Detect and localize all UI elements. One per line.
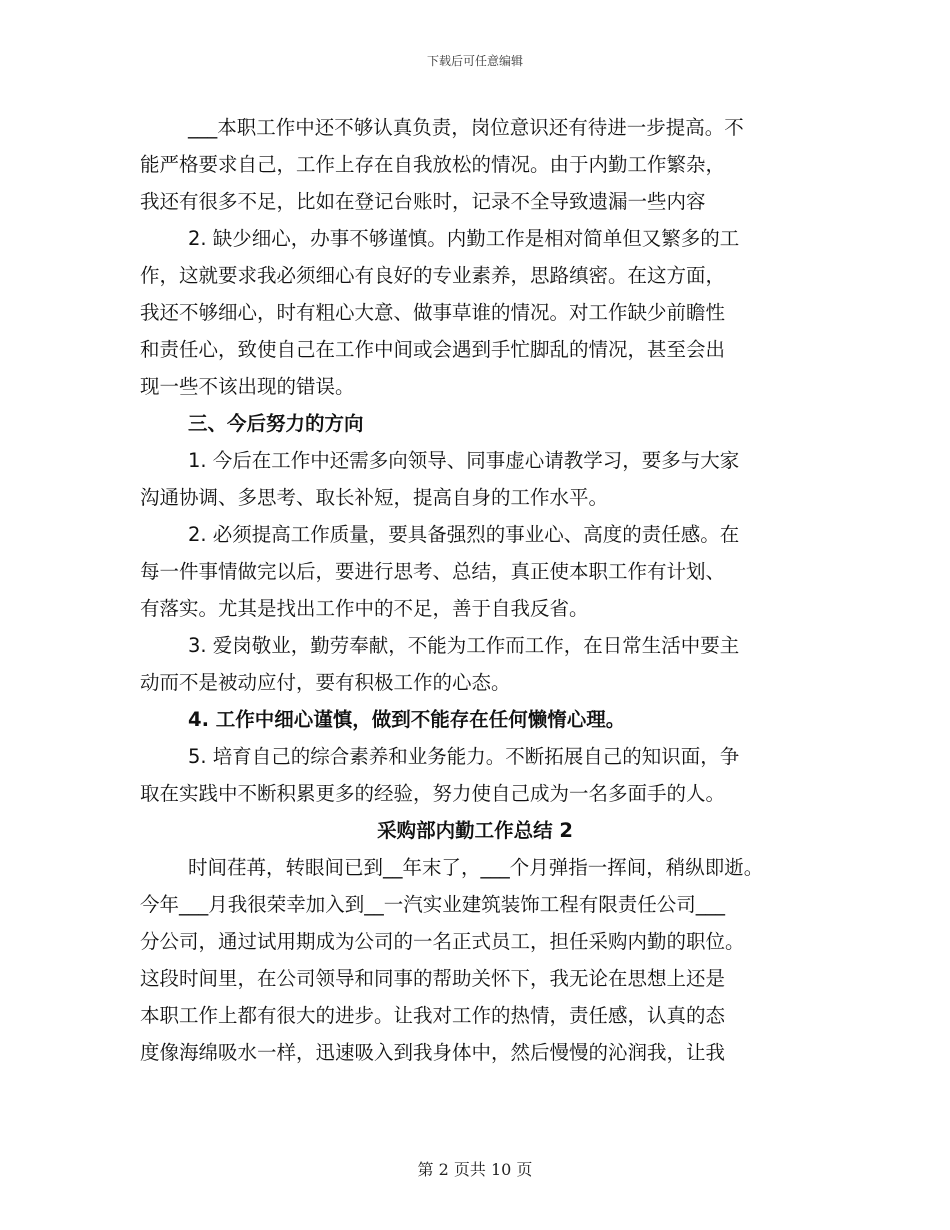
section-heading: 三、今后努力的方向 xyxy=(188,412,364,435)
text-line: 和责任心，致使自己在工作中间或会遇到手忙脚乱的情况，甚至会出 xyxy=(140,338,726,361)
section-title: 采购部内勤工作总结 2 xyxy=(377,819,573,842)
text-line: 每一件事情做完以后，要进行思考、总结，真正使本职工作有计划、 xyxy=(140,560,726,583)
text-line: 能严格要求自己，工作上存在自我放松的情况。由于内勤工作繁杂， xyxy=(140,153,726,176)
text-line: 沟通协调、多思考、取长补短，提高自身的工作水平。 xyxy=(140,486,609,509)
text-line: 作，这就要求我必须细心有良好的专业素养，思路缜密。在这方面， xyxy=(140,264,726,287)
text-line: 我还有很多不足，比如在登记台账时，记录不全导致遗漏一些内容 xyxy=(140,190,706,213)
text-line: 今年___月我很荣幸加入到__一汽实业建筑装饰工程有限责任公司___ xyxy=(140,893,726,916)
text-line: 取在实践中不断积累更多的经验，努力使自己成为一名多面手的人。 xyxy=(140,782,726,805)
text-line: 这段时间里，在公司领导和同事的帮助关怀下，我无论在思想上还是 xyxy=(140,967,726,990)
text-line: 1. 今后在工作中还需多向领导、同事虚心请教学习，要多与大家 xyxy=(188,449,740,472)
text-line: 动而不是被动应付，要有积极工作的心态。 xyxy=(140,671,511,694)
bold-line: 4. 工作中细心谨慎，做到不能存在任何懒惰心理。 xyxy=(188,708,626,731)
page-header: 下载后可任意编辑 xyxy=(426,54,523,68)
text-line: 有落实。尤其是找出工作中的不足，善于自我反省。 xyxy=(140,597,589,620)
text-line: 本职工作上都有很大的进步。让我对工作的热情，责任感，认真的态 xyxy=(140,1004,726,1027)
text-line: 2. 必须提高工作质量，要具备强烈的事业心、高度的责任感。在 xyxy=(188,523,740,546)
text-line: ___本职工作中还不够认真负责，岗位意识还有待进一步提高。不 xyxy=(188,116,744,139)
text-line: 2. 缺少细心，办事不够谨慎。内勤工作是相对简单但又繁多的工 xyxy=(188,227,740,250)
text-line: 度像海绵吸水一样，迅速吸入到我身体中，然后慢慢的沁润我，让我 xyxy=(140,1041,726,1064)
text-line: 分公司，通过试用期成为公司的一名正式员工，担任采购内勤的职位。 xyxy=(140,930,745,953)
text-line: 3. 爱岗敬业，勤劳奉献，不能为工作而工作，在日常生活中要主 xyxy=(188,634,740,657)
text-line: 时间荏苒，转眼间已到__年末了，___个月弹指一挥间，稍纵即逝。 xyxy=(188,856,764,879)
text-line: 现一些不该出现的错误。 xyxy=(140,375,355,398)
text-line: 5. 培育自己的综合素养和业务能力。不断拓展自己的知识面，争 xyxy=(188,745,740,768)
page-footer: 第 2 页共 10 页 xyxy=(417,1160,533,1179)
text-line: 我还不够细心，时有粗心大意、做事草谁的情况。对工作缺少前瞻性 xyxy=(140,301,726,324)
